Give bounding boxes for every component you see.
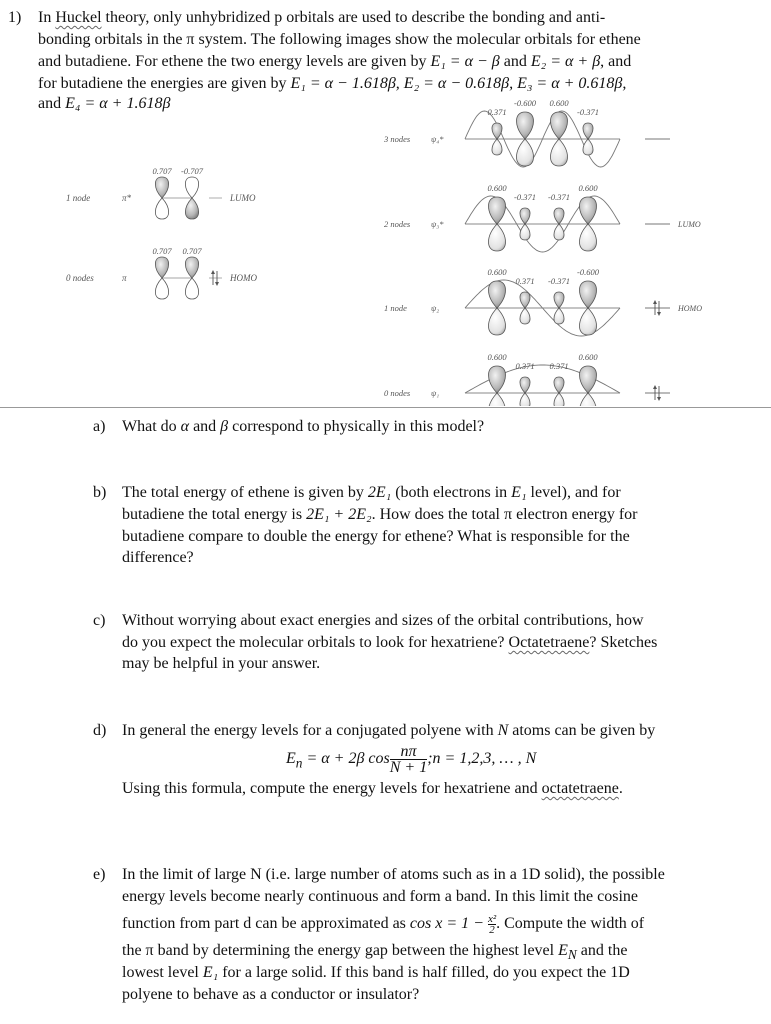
- part-e-line-6: polyene to behave as a conductor or insulator?: [122, 986, 420, 1003]
- p-orbital-lobe: [583, 139, 593, 155]
- part-c-line-1: Without worrying about exact energies and sizes of the orbital contributions, how: [122, 612, 644, 629]
- coefficient-label: -0.600: [514, 98, 536, 108]
- p-orbital-lobe: [579, 393, 596, 406]
- text: . Compute the width of: [496, 915, 645, 932]
- orbital-symbol: ψ₄*: [431, 134, 444, 144]
- text: butadiene the total energy is: [122, 506, 307, 523]
- p-orbital-lobe: [492, 123, 502, 139]
- text: , and: [600, 53, 632, 70]
- coefficient-label: -0.371: [548, 276, 570, 286]
- p-orbital-lobe: [155, 198, 168, 219]
- q1-line-4: [38, 73, 626, 95]
- p-orbital-lobe: [520, 393, 530, 406]
- frontier-orbital-label: LUMO: [678, 220, 701, 229]
- spin-down-arrow-head: [215, 282, 219, 286]
- text: and the: [576, 942, 628, 959]
- wavefunction-curve: [465, 365, 620, 393]
- text: level), and for: [526, 484, 621, 501]
- text: for butadiene the energies are given by: [38, 75, 291, 92]
- symbol: β: [220, 418, 229, 435]
- coefficient-label: 0.600: [549, 98, 569, 108]
- spin-up-arrow-head: [211, 270, 215, 274]
- p-orbital-lobe: [155, 278, 168, 299]
- p-orbital-lobe: [488, 393, 505, 406]
- p-orbital-lobe: [520, 224, 530, 240]
- equation: cos x = 1 −: [409, 915, 488, 932]
- part-b-line-1: [122, 482, 621, 504]
- text: and: [38, 95, 66, 112]
- node-count-label: 3 nodes: [384, 134, 411, 144]
- p-orbital-lobe: [520, 377, 530, 393]
- numerator: x²: [487, 912, 497, 925]
- part-e-line-3: [122, 910, 644, 938]
- energy-formula: [286, 744, 536, 778]
- coefficient-label: 0.707: [182, 246, 202, 256]
- p-orbital-lobe: [185, 177, 198, 198]
- fraction: [390, 744, 427, 775]
- equation: ;n = 1,2,3, … , N: [427, 750, 537, 768]
- p-orbital-lobe: [583, 123, 593, 139]
- text: and butadiene. For ethene the two energy levels are given by: [38, 53, 431, 70]
- node-count-label: 0 nodes: [66, 273, 94, 283]
- text: .: [618, 780, 623, 797]
- p-orbital-lobe: [488, 224, 505, 251]
- p-orbital-lobe: [516, 139, 533, 166]
- divider: [0, 407, 771, 408]
- p-orbital-lobe: [155, 177, 168, 198]
- wavefunction-curve: [465, 280, 620, 336]
- p-orbital-lobe: [554, 393, 564, 406]
- p-orbital-lobe: [579, 197, 596, 224]
- coefficient-label: 0.707: [152, 166, 172, 176]
- numerator: nπ: [390, 744, 427, 760]
- coefficient-label: 0.371: [549, 361, 569, 371]
- orbital-symbol: π*: [122, 193, 132, 203]
- node-count-label: 2 nodes: [384, 219, 411, 229]
- symbol: α: [180, 418, 190, 435]
- coefficient-label: -0.600: [577, 267, 599, 277]
- p-orbital-lobe: [579, 308, 596, 335]
- orbital-symbol: ψ₂: [431, 303, 440, 313]
- part-letter: d): [93, 722, 107, 739]
- p-orbital-lobe: [579, 224, 596, 251]
- coefficient-label: 0.371: [487, 107, 507, 117]
- spin-up-arrow-head: [653, 300, 657, 304]
- equation: = α + 2β cos: [302, 750, 390, 768]
- part-d-line-3: [122, 778, 623, 800]
- equation: 2E₁: [367, 484, 392, 501]
- text: ? Sketches: [589, 634, 658, 651]
- symbol: N: [497, 722, 509, 739]
- equation: E₄ = α + 1.618β: [65, 95, 171, 112]
- part-a-text: [122, 416, 484, 438]
- p-orbital-lobe: [550, 139, 567, 166]
- text: Using this formula, compute the energy levels for hexatriene and: [122, 780, 542, 797]
- text: . How does the total π electron energy for: [371, 506, 638, 523]
- p-orbital-lobe: [516, 112, 533, 139]
- part-letter: e): [93, 866, 106, 883]
- text: (both electrons in: [391, 484, 512, 501]
- text: function from part d can be approximated as: [122, 915, 410, 932]
- node-count-label: 1 node: [384, 303, 407, 313]
- frontier-orbital-label: HOMO: [230, 273, 257, 283]
- denominator: 2: [489, 923, 495, 936]
- equation: E: [286, 750, 296, 768]
- part-letter: a): [93, 418, 106, 435]
- misspelled-word: octatetraene: [541, 780, 619, 797]
- part-b-line-2: [122, 504, 637, 526]
- p-orbital-lobe: [520, 208, 530, 224]
- text: In: [38, 9, 56, 26]
- fraction: [488, 914, 496, 935]
- p-orbital-lobe: [488, 366, 505, 393]
- p-orbital-lobe: [155, 257, 168, 278]
- text: lowest level: [122, 964, 203, 981]
- p-orbital-lobe: [554, 292, 564, 308]
- part-c-line-3: may be helpful in your answer.: [122, 655, 321, 672]
- q1-line-2: bonding orbitals in the π system. The following images show the molecular orbitals for ethene: [38, 31, 641, 48]
- text: do you expect the molecular orbitals to look for hexatriene?: [122, 634, 509, 651]
- node-count-label: 1 node: [66, 193, 91, 203]
- text: the π band by determining the energy gap between the highest level: [122, 942, 559, 959]
- coefficient-label: -0.371: [577, 107, 599, 117]
- misspelled-word: Huckel: [55, 9, 102, 26]
- equation: n: [295, 755, 303, 771]
- p-orbital-lobe: [185, 198, 198, 219]
- frontier-orbital-label: LUMO: [230, 193, 256, 203]
- coefficient-label: 0.600: [487, 267, 507, 277]
- text: What do: [122, 418, 181, 435]
- question-number: 1): [8, 9, 22, 26]
- coefficient-label: 0.600: [578, 352, 598, 362]
- p-orbital-lobe: [520, 308, 530, 324]
- frontier-orbital-label: HOMO: [678, 304, 702, 313]
- node-count-label: 0 nodes: [384, 388, 411, 398]
- p-orbital-lobe: [579, 281, 596, 308]
- part-b-line-4: difference?: [122, 549, 194, 566]
- spin-down-arrow-head: [657, 312, 661, 316]
- p-orbital-lobe: [554, 224, 564, 240]
- p-orbital-lobe: [554, 377, 564, 393]
- coefficient-label: 0.600: [578, 183, 598, 193]
- q1-line-5: [38, 93, 170, 115]
- equation: N: [567, 947, 577, 963]
- coefficient-label: 0.371: [515, 361, 535, 371]
- orbital-symbol: ψ₁: [431, 388, 440, 398]
- coefficient-label: 0.600: [487, 352, 507, 362]
- equation: E₁: [511, 484, 527, 501]
- p-orbital-lobe: [520, 292, 530, 308]
- text: theory, only unhybridized p orbitals are used to describe the bonding and anti-: [101, 9, 606, 26]
- equation: E₁ = α − β: [430, 53, 500, 70]
- part-e-line-2: energy levels become nearly continuous and form a band. In this limit the cosine: [122, 888, 639, 905]
- part-e-line-1: In the limit of large N (i.e. large number of atoms such as in a 1D solid), the possible: [122, 866, 665, 883]
- coefficient-label: 0.371: [515, 276, 535, 286]
- orbital-symbol: ψ₃*: [431, 219, 444, 229]
- part-c-line-2: [122, 632, 657, 654]
- equation: 2E₁ + 2E₂: [306, 506, 372, 523]
- coefficient-label: -0.707: [181, 166, 203, 176]
- p-orbital-lobe: [554, 208, 564, 224]
- part-d-line-1: [122, 720, 655, 742]
- text: atoms can be given by: [508, 722, 656, 739]
- denominator: N + 1: [389, 759, 428, 776]
- part-b-line-3: butadiene compare to double the energy for ethene? What is responsible for the: [122, 528, 630, 545]
- coefficient-label: 0.707: [152, 246, 172, 256]
- wavefunction-curve: [465, 196, 620, 252]
- p-orbital-lobe: [488, 308, 505, 335]
- text: for a large solid. If this band is half filled, do you expect the 1D: [218, 964, 630, 981]
- equation: E: [558, 942, 568, 959]
- text: and: [189, 418, 221, 435]
- coefficient-label: 0.600: [487, 183, 507, 193]
- q1-line-3: [38, 51, 631, 73]
- part-e-line-5: [122, 962, 630, 984]
- equation: E₁ = α − 1.618β, E₂ = α − 0.618β, E₃ = α + 0.618β,: [290, 75, 627, 92]
- text: In general the energy levels for a conjugated polyene with: [122, 722, 498, 739]
- text: and: [499, 53, 531, 70]
- coefficient-label: -0.371: [548, 192, 570, 202]
- spin-up-arrow-head: [653, 385, 657, 389]
- p-orbital-lobe: [488, 281, 505, 308]
- p-orbital-lobe: [488, 197, 505, 224]
- ethene-orbitals: [66, 166, 257, 299]
- p-orbital-lobe: [185, 278, 198, 299]
- text: correspond to physically in this model?: [228, 418, 485, 435]
- spin-down-arrow-head: [657, 397, 661, 401]
- p-orbital-lobe: [579, 366, 596, 393]
- p-orbital-lobe: [185, 257, 198, 278]
- butadiene-orbitals: [383, 98, 702, 406]
- misspelled-word: Octatetraene: [508, 634, 590, 651]
- equation: E₁: [202, 964, 219, 981]
- part-letter: c): [93, 612, 106, 629]
- text: The total energy of ethene is given by: [122, 484, 368, 501]
- p-orbital-lobe: [550, 112, 567, 139]
- p-orbital-lobe: [492, 139, 502, 155]
- part-letter: b): [93, 484, 107, 501]
- wavefunction-curve: [465, 111, 620, 167]
- equation: E₂ = α + β: [530, 53, 601, 70]
- orbital-symbol: π: [122, 273, 127, 283]
- coefficient-label: -0.371: [514, 192, 536, 202]
- p-orbital-lobe: [554, 308, 564, 324]
- q1-line-1: [38, 7, 605, 29]
